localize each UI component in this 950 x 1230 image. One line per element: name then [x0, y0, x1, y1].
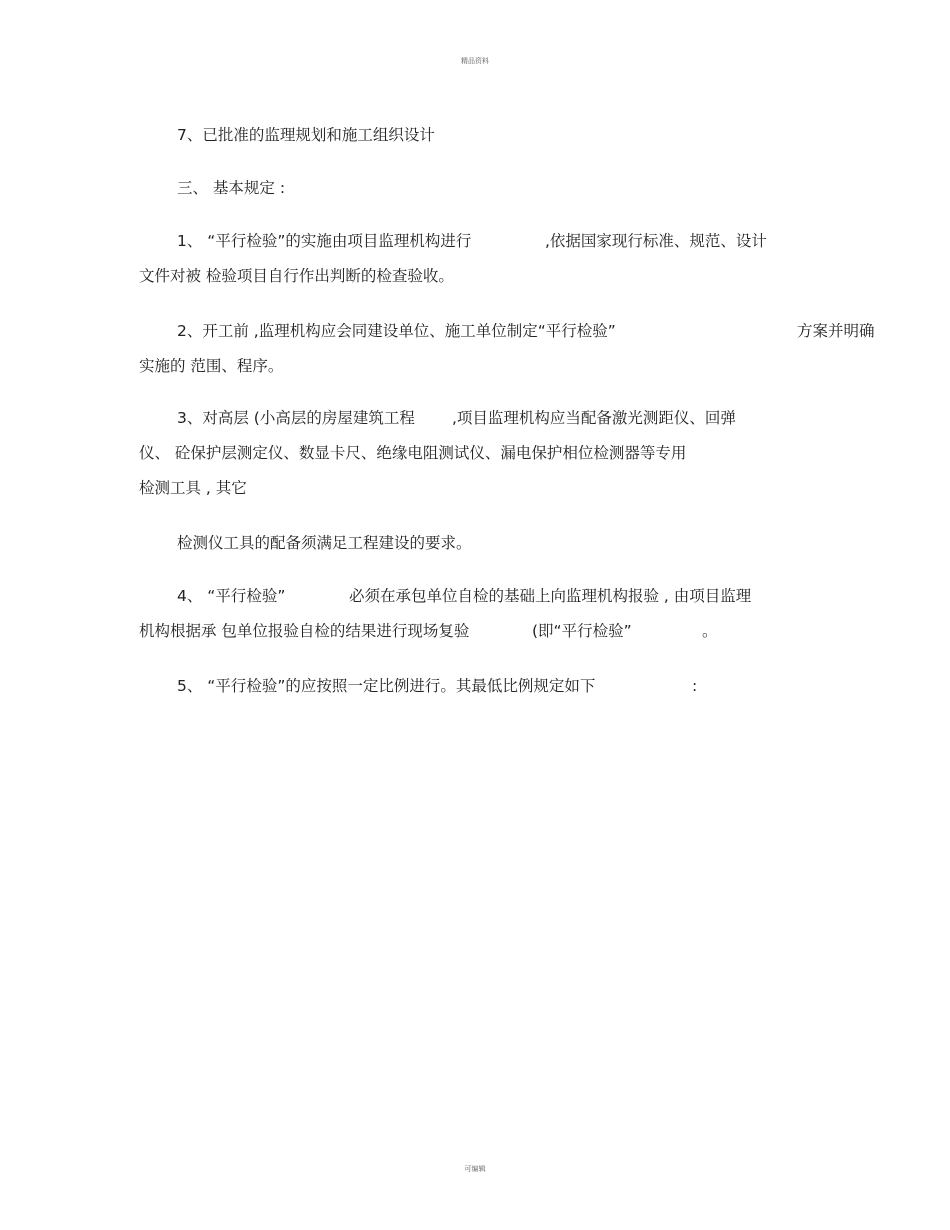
text-line: (即“平行检验” — [532, 622, 632, 640]
text-line: ,依据国家现行标准、规范、设计 — [545, 232, 767, 250]
text-line: 方案并明确 — [797, 322, 875, 340]
page-footer: 可编辑 — [464, 1165, 486, 1173]
text-line: 5、 “平行检验”的应按照一定比例进行。其最低比例规定如下 — [177, 677, 596, 695]
text-line: 检测工具 , 其它 — [139, 479, 247, 497]
text-line: 实施的 范围、程序。 — [139, 357, 284, 375]
page-header: 精品资料 — [461, 57, 489, 65]
text-line: 4、 “平行检验” — [177, 587, 286, 605]
text-line: 1、 “平行检验”的实施由项目监理机构进行 — [177, 232, 472, 250]
text-line: 7、已批准的监理规划和施工组织设计 — [177, 126, 435, 144]
text-line: 文件对被 检验项目自行作出判断的检查验收。 — [139, 267, 454, 285]
text-line: 3、对高层 (小高层的房屋建筑工程 — [177, 409, 415, 427]
text-line: 检测仪工具的配备须满足工程建设的要求。 — [177, 534, 472, 552]
text-line: 必须在承包单位自检的基础上向监理机构报验 , 由项目监理 — [349, 587, 752, 605]
text-line: 。 — [702, 622, 718, 640]
text-line: 仪、 砼保护层测定仪、数显卡尺、绝缘电阻测试仪、漏电保护相位检测器等专用 — [139, 444, 687, 462]
section-heading: 三、 基本规定 : — [177, 179, 286, 197]
text-line: 2、开工前 ,监理机构应会同建设单位、施工单位制定“平行检验” — [177, 322, 616, 340]
text-line: : — [692, 677, 698, 695]
text-line: 机构根据承 包单位报验自检的结果进行现场复验 — [139, 622, 470, 640]
text-line: ,项目监理机构应当配备激光测距仪、回弹 — [452, 409, 736, 427]
